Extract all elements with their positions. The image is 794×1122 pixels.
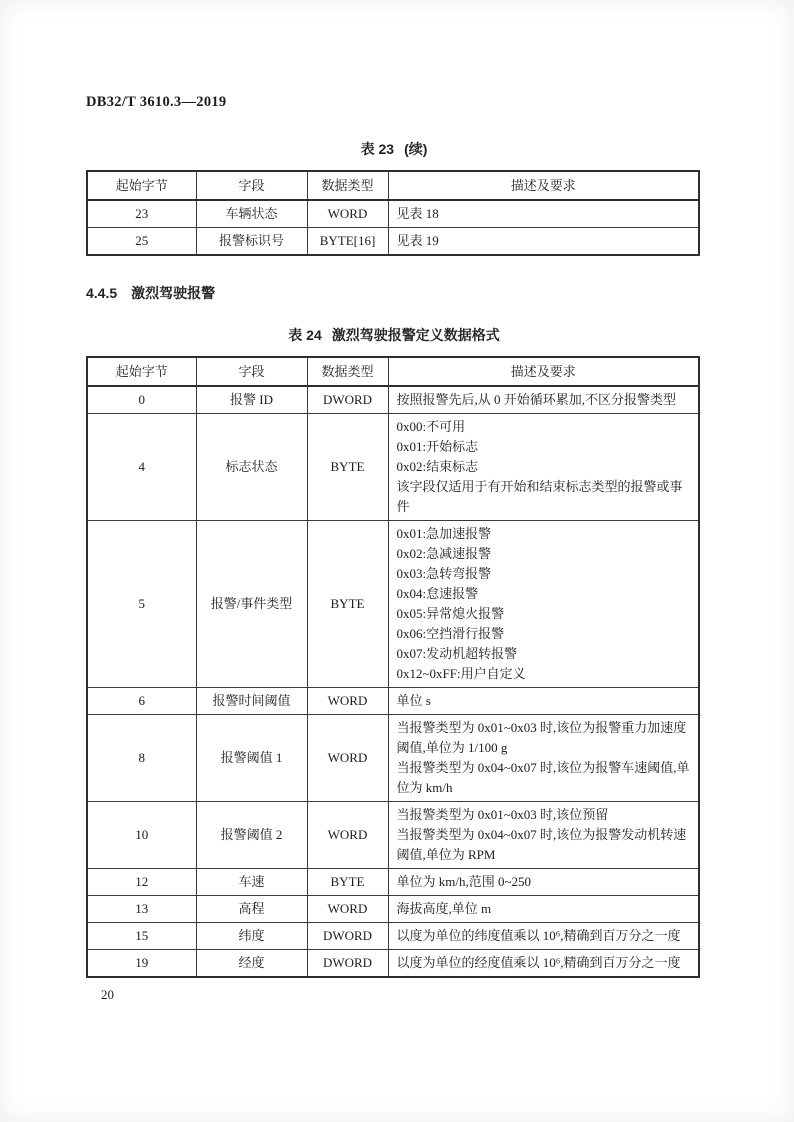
table-header-row bbox=[87, 171, 699, 200]
table-row bbox=[87, 200, 699, 228]
cell-description bbox=[388, 386, 699, 414]
cell-start-byte: 15 bbox=[87, 923, 196, 950]
cell-data-type: BYTE[16] bbox=[307, 228, 388, 256]
section-number: 4.4.5 bbox=[86, 285, 118, 301]
table-row bbox=[87, 521, 699, 688]
cell-field: 报警阈值 1 bbox=[196, 715, 307, 802]
table-row bbox=[87, 386, 699, 414]
table-header-row bbox=[87, 357, 699, 386]
table23-caption-suffix: (续) bbox=[404, 141, 428, 157]
description-line: 按照报警先后,从 0 开始循环累加,不区分报警类型 bbox=[396, 392, 677, 407]
cell-data-type: DWORD bbox=[307, 386, 388, 414]
cell-field: 车辆状态 bbox=[196, 200, 307, 228]
table-row bbox=[87, 923, 699, 950]
description-line: 0x06:空挡滑行报警 bbox=[396, 626, 505, 641]
page-number: 20 bbox=[101, 987, 114, 1002]
cell-data-type: WORD bbox=[307, 715, 388, 802]
description-line: 0x02:急减速报警 bbox=[396, 546, 492, 561]
column-header: 数据类型 bbox=[307, 171, 388, 200]
cell-data-type: WORD bbox=[307, 688, 388, 715]
column-header: 起始字节 bbox=[87, 357, 196, 386]
section-heading-4-4-5 bbox=[86, 283, 702, 303]
description-line: 该字段仅适用于有开始和结束标志类型的报警或事件 bbox=[396, 479, 683, 514]
doc-number: DB32/T 3610.3—2019 bbox=[86, 94, 227, 110]
column-header: 字段 bbox=[196, 171, 307, 200]
cell-field: 报警阈值 2 bbox=[196, 802, 307, 869]
cell-description bbox=[388, 521, 699, 688]
table-23-continued bbox=[86, 170, 700, 256]
cell-description bbox=[388, 896, 699, 923]
cell-start-byte: 8 bbox=[87, 715, 196, 802]
description-line: 0x12~0xFF:用户自定义 bbox=[396, 666, 526, 681]
cell-data-type: BYTE bbox=[307, 414, 388, 521]
description-line: 0x01:急加速报警 bbox=[396, 526, 492, 541]
description-line: 当报警类型为 0x01~0x03 时,该位预留 bbox=[396, 807, 609, 822]
cell-data-type: WORD bbox=[307, 802, 388, 869]
table24-caption bbox=[86, 325, 702, 345]
cell-description bbox=[388, 688, 699, 715]
cell-data-type: WORD bbox=[307, 200, 388, 228]
description-line: 以度为单位的经度值乘以 10⁶,精确到百万分之一度 bbox=[396, 955, 681, 970]
description-line: 见表 19 bbox=[396, 233, 439, 248]
cell-description bbox=[388, 802, 699, 869]
description-line: 以度为单位的纬度值乘以 10⁶,精确到百万分之一度 bbox=[396, 928, 681, 943]
table-row bbox=[87, 228, 699, 256]
table-row bbox=[87, 950, 699, 978]
column-header: 起始字节 bbox=[87, 171, 196, 200]
cell-data-type: WORD bbox=[307, 896, 388, 923]
cell-start-byte: 25 bbox=[87, 228, 196, 256]
cell-data-type: DWORD bbox=[307, 950, 388, 978]
cell-field: 报警标识号 bbox=[196, 228, 307, 256]
description-line: 单位为 km/h,范围 0~250 bbox=[396, 874, 532, 889]
column-header: 描述及要求 bbox=[388, 357, 699, 386]
table-24-driving-alarm-format bbox=[86, 356, 700, 978]
cell-field: 经度 bbox=[196, 950, 307, 978]
description-line: 0x01:开始标志 bbox=[396, 439, 479, 454]
description-line: 见表 18 bbox=[396, 206, 439, 221]
table-row bbox=[87, 414, 699, 521]
table-row bbox=[87, 715, 699, 802]
cell-field: 报警/事件类型 bbox=[196, 521, 307, 688]
cell-field: 报警时间阈值 bbox=[196, 688, 307, 715]
column-header: 数据类型 bbox=[307, 357, 388, 386]
cell-data-type: BYTE bbox=[307, 869, 388, 896]
cell-field: 纬度 bbox=[196, 923, 307, 950]
cell-start-byte: 19 bbox=[87, 950, 196, 978]
table-row bbox=[87, 688, 699, 715]
description-line: 0x04:怠速报警 bbox=[396, 586, 479, 601]
cell-field: 标志状态 bbox=[196, 414, 307, 521]
description-line: 0x05:异常熄火报警 bbox=[396, 606, 505, 621]
table24-caption-title: 激烈驾驶报警定义数据格式 bbox=[331, 327, 500, 343]
cell-data-type: BYTE bbox=[307, 521, 388, 688]
table23-caption-label: 表 23 bbox=[360, 141, 395, 157]
column-header: 描述及要求 bbox=[388, 171, 699, 200]
description-line: 单位 s bbox=[396, 693, 431, 708]
cell-start-byte: 10 bbox=[87, 802, 196, 869]
table23-caption bbox=[86, 139, 702, 159]
cell-data-type: DWORD bbox=[307, 923, 388, 950]
description-line: 海拔高度,单位 m bbox=[396, 901, 492, 916]
cell-start-byte: 12 bbox=[87, 869, 196, 896]
description-line: 0x00:不可用 bbox=[396, 419, 466, 434]
description-line: 当报警类型为 0x01~0x03 时,该位为报警重力加速度阈值,单位为 1/100 g bbox=[396, 720, 687, 755]
cell-field: 高程 bbox=[196, 896, 307, 923]
cell-start-byte: 5 bbox=[87, 521, 196, 688]
cell-start-byte: 23 bbox=[87, 200, 196, 228]
description-line: 当报警类型为 0x04~0x07 时,该位为报警车速阈值,单位为 km/h bbox=[396, 760, 690, 795]
column-header: 字段 bbox=[196, 357, 307, 386]
description-line: 0x02:结束标志 bbox=[396, 459, 479, 474]
table-row bbox=[87, 869, 699, 896]
cell-description bbox=[388, 200, 699, 228]
cell-description bbox=[388, 414, 699, 521]
description-line: 0x03:急转弯报警 bbox=[396, 566, 492, 581]
section-title: 激烈驾驶报警 bbox=[131, 285, 216, 301]
cell-description bbox=[388, 715, 699, 802]
table-row bbox=[87, 896, 699, 923]
cell-start-byte: 13 bbox=[87, 896, 196, 923]
cell-description bbox=[388, 923, 699, 950]
cell-field: 车速 bbox=[196, 869, 307, 896]
table-row bbox=[87, 802, 699, 869]
cell-start-byte: 4 bbox=[87, 414, 196, 521]
description-line: 当报警类型为 0x04~0x07 时,该位为报警发动机转速阈值,单位为 RPM bbox=[396, 827, 687, 862]
cell-description bbox=[388, 950, 699, 978]
cell-description bbox=[388, 228, 699, 256]
table24-caption-label: 表 24 bbox=[288, 327, 322, 343]
cell-start-byte: 6 bbox=[87, 688, 196, 715]
description-line: 0x07:发动机超转报警 bbox=[396, 646, 518, 661]
cell-description bbox=[388, 869, 699, 896]
cell-start-byte: 0 bbox=[87, 386, 196, 414]
cell-field: 报警 ID bbox=[196, 386, 307, 414]
